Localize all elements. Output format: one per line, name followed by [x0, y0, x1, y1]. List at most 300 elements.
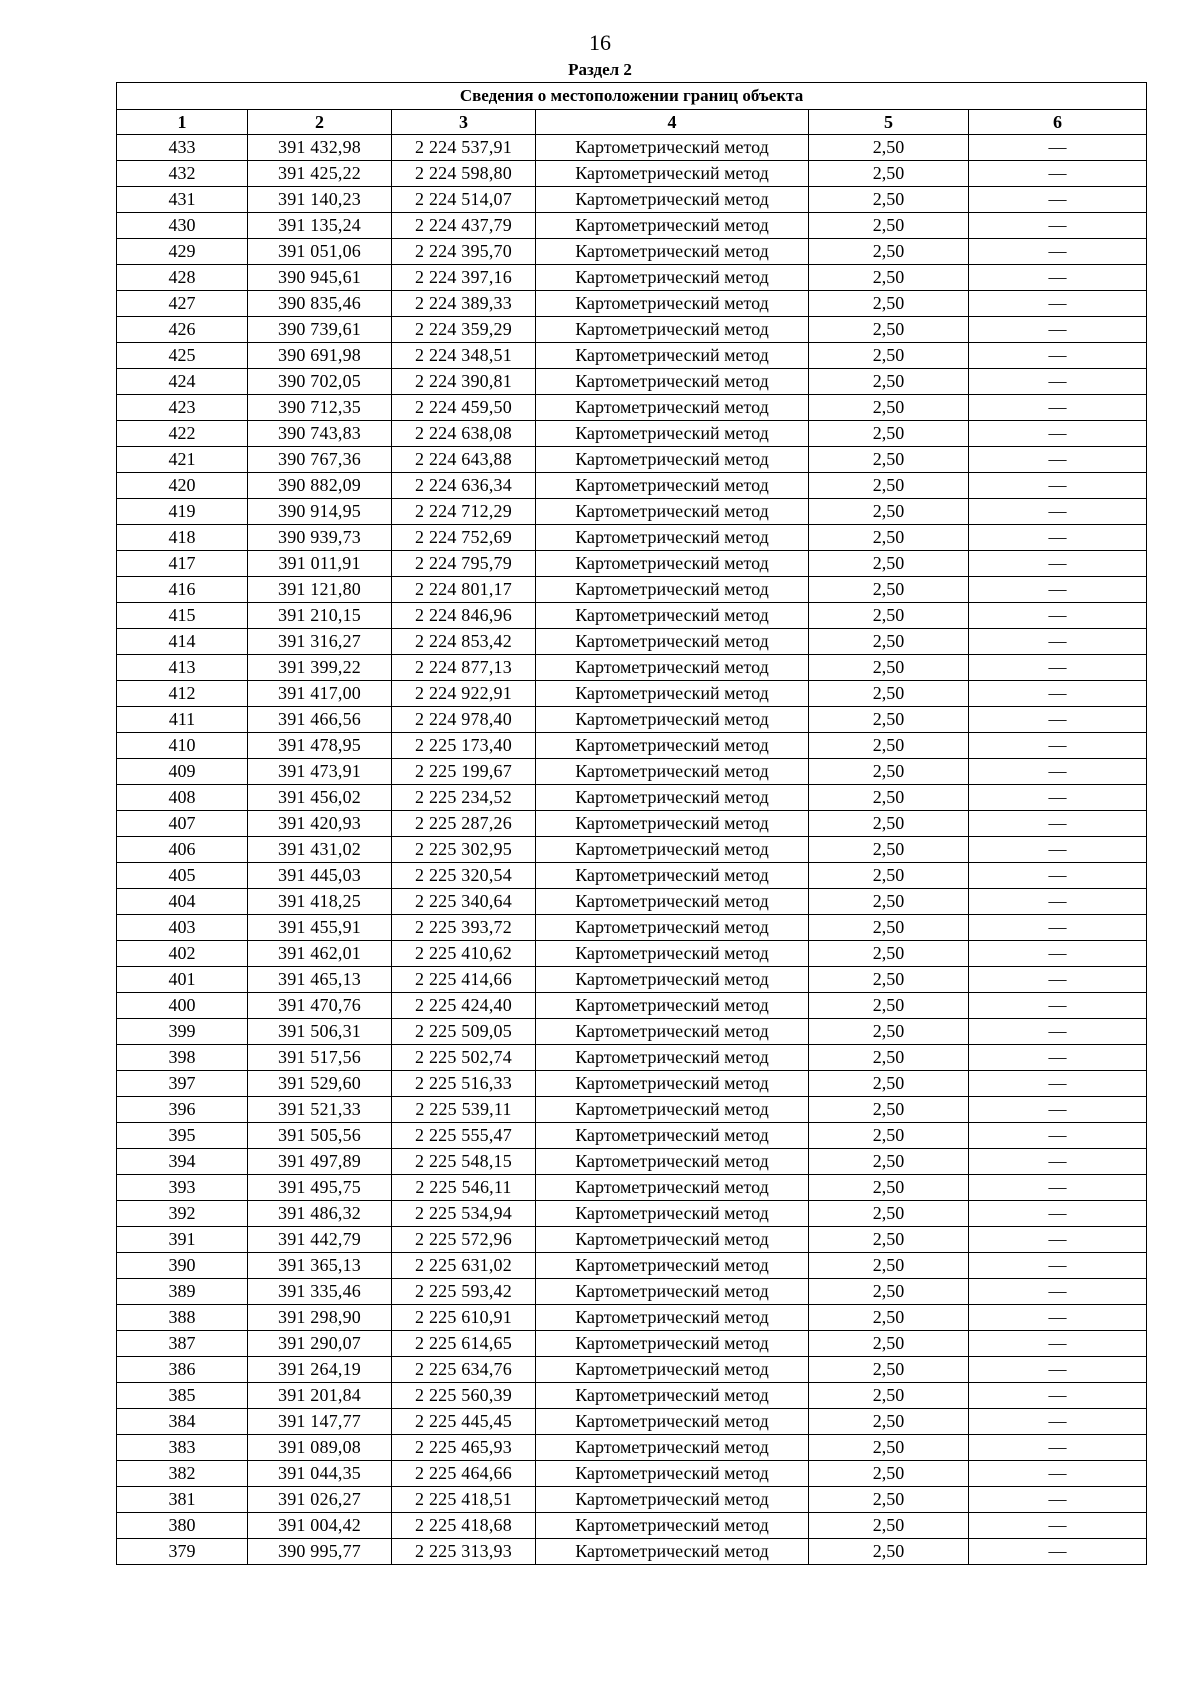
point-number-cell: 413	[117, 655, 248, 681]
note-cell: —	[969, 213, 1147, 239]
method-cell: Картометрический метод	[536, 1331, 809, 1357]
accuracy-cell: 2,50	[809, 369, 969, 395]
point-number-cell: 426	[117, 317, 248, 343]
point-number-cell: 431	[117, 187, 248, 213]
x-coordinate-cell: 390 702,05	[248, 369, 392, 395]
point-number-cell: 425	[117, 343, 248, 369]
method-cell: Картометрический метод	[536, 525, 809, 551]
method-cell: Картометрический метод	[536, 343, 809, 369]
note-cell: —	[969, 603, 1147, 629]
accuracy-cell: 2,50	[809, 967, 969, 993]
table-row	[117, 525, 1147, 551]
column-number: 4	[536, 110, 809, 135]
note-cell: —	[969, 863, 1147, 889]
x-coordinate-cell: 391 425,22	[248, 161, 392, 187]
x-coordinate-cell: 390 914,95	[248, 499, 392, 525]
table-row	[117, 1305, 1147, 1331]
y-coordinate-cell: 2 224 801,17	[392, 577, 536, 603]
table-row	[117, 1227, 1147, 1253]
note-cell: —	[969, 577, 1147, 603]
note-cell: —	[969, 889, 1147, 915]
x-coordinate-cell: 391 505,56	[248, 1123, 392, 1149]
note-cell: —	[969, 291, 1147, 317]
method-cell: Картометрический метод	[536, 1539, 809, 1565]
table-row	[117, 1539, 1147, 1565]
method-cell: Картометрический метод	[536, 1201, 809, 1227]
accuracy-cell: 2,50	[809, 421, 969, 447]
y-coordinate-cell: 2 225 464,66	[392, 1461, 536, 1487]
accuracy-cell: 2,50	[809, 473, 969, 499]
point-number-cell: 386	[117, 1357, 248, 1383]
accuracy-cell: 2,50	[809, 187, 969, 213]
method-cell: Картометрический метод	[536, 681, 809, 707]
table-row	[117, 317, 1147, 343]
point-number-cell: 422	[117, 421, 248, 447]
accuracy-cell: 2,50	[809, 1435, 969, 1461]
note-cell: —	[969, 1409, 1147, 1435]
table-row	[117, 837, 1147, 863]
accuracy-cell: 2,50	[809, 1201, 969, 1227]
x-coordinate-cell: 391 365,13	[248, 1253, 392, 1279]
x-coordinate-cell: 390 739,61	[248, 317, 392, 343]
table-row	[117, 265, 1147, 291]
table-row	[117, 1435, 1147, 1461]
y-coordinate-cell: 2 225 393,72	[392, 915, 536, 941]
method-cell: Картометрический метод	[536, 1123, 809, 1149]
note-cell: —	[969, 837, 1147, 863]
accuracy-cell: 2,50	[809, 135, 969, 161]
accuracy-cell: 2,50	[809, 1175, 969, 1201]
y-coordinate-cell: 2 225 424,40	[392, 993, 536, 1019]
method-cell: Картометрический метод	[536, 369, 809, 395]
y-coordinate-cell: 2 225 418,68	[392, 1513, 536, 1539]
method-cell: Картометрический метод	[536, 1487, 809, 1513]
method-cell: Картометрический метод	[536, 1435, 809, 1461]
note-cell: —	[969, 1149, 1147, 1175]
x-coordinate-cell: 391 470,76	[248, 993, 392, 1019]
point-number-cell: 419	[117, 499, 248, 525]
point-number-cell: 415	[117, 603, 248, 629]
table-row	[117, 1149, 1147, 1175]
point-number-cell: 433	[117, 135, 248, 161]
method-cell: Картометрический метод	[536, 629, 809, 655]
table-row	[117, 811, 1147, 837]
y-coordinate-cell: 2 225 560,39	[392, 1383, 536, 1409]
note-cell: —	[969, 1279, 1147, 1305]
table-row	[117, 993, 1147, 1019]
accuracy-cell: 2,50	[809, 1487, 969, 1513]
note-cell: —	[969, 1045, 1147, 1071]
note-cell: —	[969, 1305, 1147, 1331]
point-number-cell: 402	[117, 941, 248, 967]
table-row	[117, 941, 1147, 967]
point-number-cell: 391	[117, 1227, 248, 1253]
accuracy-cell: 2,50	[809, 1279, 969, 1305]
y-coordinate-cell: 2 225 539,11	[392, 1097, 536, 1123]
y-coordinate-cell: 2 225 634,76	[392, 1357, 536, 1383]
method-cell: Картометрический метод	[536, 1045, 809, 1071]
note-cell: —	[969, 707, 1147, 733]
point-number-cell: 388	[117, 1305, 248, 1331]
x-coordinate-cell: 390 835,46	[248, 291, 392, 317]
x-coordinate-cell: 391 051,06	[248, 239, 392, 265]
x-coordinate-cell: 391 442,79	[248, 1227, 392, 1253]
y-coordinate-cell: 2 225 631,02	[392, 1253, 536, 1279]
note-cell: —	[969, 1383, 1147, 1409]
note-cell: —	[969, 1539, 1147, 1565]
table-row	[117, 343, 1147, 369]
page-number: 16	[589, 30, 611, 55]
x-coordinate-cell: 391 431,02	[248, 837, 392, 863]
y-coordinate-cell: 2 225 465,93	[392, 1435, 536, 1461]
method-cell: Картометрический метод	[536, 1071, 809, 1097]
y-coordinate-cell: 2 224 397,16	[392, 265, 536, 291]
accuracy-cell: 2,50	[809, 551, 969, 577]
table-row	[117, 369, 1147, 395]
method-cell: Картометрический метод	[536, 291, 809, 317]
accuracy-cell: 2,50	[809, 733, 969, 759]
accuracy-cell: 2,50	[809, 785, 969, 811]
x-coordinate-cell: 391 497,89	[248, 1149, 392, 1175]
accuracy-cell: 2,50	[809, 291, 969, 317]
table-caption: Сведения о местоположении границ объекта	[117, 83, 1147, 110]
accuracy-cell: 2,50	[809, 343, 969, 369]
accuracy-cell: 2,50	[809, 1513, 969, 1539]
method-cell: Картометрический метод	[536, 1383, 809, 1409]
y-coordinate-cell: 2 225 502,74	[392, 1045, 536, 1071]
accuracy-cell: 2,50	[809, 1409, 969, 1435]
point-number-cell: 429	[117, 239, 248, 265]
accuracy-cell: 2,50	[809, 889, 969, 915]
accuracy-cell: 2,50	[809, 1461, 969, 1487]
accuracy-cell: 2,50	[809, 811, 969, 837]
table-row	[117, 1279, 1147, 1305]
note-cell: —	[969, 1097, 1147, 1123]
table-row	[117, 759, 1147, 785]
point-number-cell: 420	[117, 473, 248, 499]
table-row	[117, 239, 1147, 265]
method-cell: Картометрический метод	[536, 655, 809, 681]
table-row	[117, 967, 1147, 993]
note-cell: —	[969, 343, 1147, 369]
y-coordinate-cell: 2 224 459,50	[392, 395, 536, 421]
y-coordinate-cell: 2 224 752,69	[392, 525, 536, 551]
point-number-cell: 399	[117, 1019, 248, 1045]
method-cell: Картометрический метод	[536, 759, 809, 785]
note-cell: —	[969, 1357, 1147, 1383]
method-cell: Картометрический метод	[536, 473, 809, 499]
note-cell: —	[969, 161, 1147, 187]
x-coordinate-cell: 391 455,91	[248, 915, 392, 941]
accuracy-cell: 2,50	[809, 239, 969, 265]
table-row	[117, 707, 1147, 733]
boundary-coordinates-table	[116, 82, 1147, 1565]
table-row	[117, 1409, 1147, 1435]
point-number-cell: 385	[117, 1383, 248, 1409]
note-cell: —	[969, 317, 1147, 343]
point-number-cell: 409	[117, 759, 248, 785]
method-cell: Картометрический метод	[536, 863, 809, 889]
table-row	[117, 213, 1147, 239]
table-row	[117, 1201, 1147, 1227]
table-row	[117, 135, 1147, 161]
method-cell: Картометрический метод	[536, 1357, 809, 1383]
method-cell: Картометрический метод	[536, 447, 809, 473]
method-cell: Картометрический метод	[536, 135, 809, 161]
y-coordinate-cell: 2 224 643,88	[392, 447, 536, 473]
x-coordinate-cell: 391 210,15	[248, 603, 392, 629]
method-cell: Картометрический метод	[536, 213, 809, 239]
point-number-cell: 416	[117, 577, 248, 603]
point-number-cell: 417	[117, 551, 248, 577]
note-cell: —	[969, 1253, 1147, 1279]
x-coordinate-cell: 391 089,08	[248, 1435, 392, 1461]
y-coordinate-cell: 2 225 534,94	[392, 1201, 536, 1227]
method-cell: Картометрический метод	[536, 1149, 809, 1175]
method-cell: Картометрический метод	[536, 733, 809, 759]
method-cell: Картометрический метод	[536, 551, 809, 577]
method-cell: Картометрический метод	[536, 967, 809, 993]
accuracy-cell: 2,50	[809, 1097, 969, 1123]
table-row	[117, 1461, 1147, 1487]
note-cell: —	[969, 1227, 1147, 1253]
method-cell: Картометрический метод	[536, 1279, 809, 1305]
method-cell: Картометрический метод	[536, 1097, 809, 1123]
point-number-cell: 418	[117, 525, 248, 551]
note-cell: —	[969, 733, 1147, 759]
x-coordinate-cell: 391 121,80	[248, 577, 392, 603]
column-number: 3	[392, 110, 536, 135]
note-cell: —	[969, 395, 1147, 421]
table-row	[117, 421, 1147, 447]
note-cell: —	[969, 941, 1147, 967]
table-row	[117, 1331, 1147, 1357]
y-coordinate-cell: 2 224 853,42	[392, 629, 536, 655]
note-cell: —	[969, 1201, 1147, 1227]
note-cell: —	[969, 1487, 1147, 1513]
accuracy-cell: 2,50	[809, 1539, 969, 1565]
table-row	[117, 1383, 1147, 1409]
y-coordinate-cell: 2 224 395,70	[392, 239, 536, 265]
note-cell: —	[969, 135, 1147, 161]
y-coordinate-cell: 2 224 359,29	[392, 317, 536, 343]
y-coordinate-cell: 2 225 445,45	[392, 1409, 536, 1435]
accuracy-cell: 2,50	[809, 1227, 969, 1253]
point-number-cell: 387	[117, 1331, 248, 1357]
y-coordinate-cell: 2 224 598,80	[392, 161, 536, 187]
point-number-cell: 421	[117, 447, 248, 473]
method-cell: Картометрический метод	[536, 265, 809, 291]
y-coordinate-cell: 2 225 234,52	[392, 785, 536, 811]
accuracy-cell: 2,50	[809, 915, 969, 941]
point-number-cell: 382	[117, 1461, 248, 1487]
accuracy-cell: 2,50	[809, 681, 969, 707]
accuracy-cell: 2,50	[809, 1331, 969, 1357]
point-number-cell: 396	[117, 1097, 248, 1123]
point-number-cell: 381	[117, 1487, 248, 1513]
y-coordinate-cell: 2 225 418,51	[392, 1487, 536, 1513]
method-cell: Картометрический метод	[536, 161, 809, 187]
x-coordinate-cell: 391 011,91	[248, 551, 392, 577]
accuracy-cell: 2,50	[809, 759, 969, 785]
point-number-cell: 424	[117, 369, 248, 395]
point-number-cell: 428	[117, 265, 248, 291]
method-cell: Картометрический метод	[536, 837, 809, 863]
method-cell: Картометрический метод	[536, 577, 809, 603]
point-number-cell: 408	[117, 785, 248, 811]
x-coordinate-cell: 390 743,83	[248, 421, 392, 447]
table-row	[117, 1253, 1147, 1279]
point-number-cell: 403	[117, 915, 248, 941]
point-number-cell: 383	[117, 1435, 248, 1461]
point-number-cell: 397	[117, 1071, 248, 1097]
x-coordinate-cell: 391 044,35	[248, 1461, 392, 1487]
x-coordinate-cell: 391 290,07	[248, 1331, 392, 1357]
method-cell: Картометрический метод	[536, 499, 809, 525]
method-cell: Картометрический метод	[536, 1305, 809, 1331]
point-number-cell: 395	[117, 1123, 248, 1149]
table-row	[117, 1357, 1147, 1383]
x-coordinate-cell: 391 264,19	[248, 1357, 392, 1383]
x-coordinate-cell: 391 529,60	[248, 1071, 392, 1097]
note-cell: —	[969, 759, 1147, 785]
x-coordinate-cell: 391 445,03	[248, 863, 392, 889]
y-coordinate-cell: 2 225 572,96	[392, 1227, 536, 1253]
accuracy-cell: 2,50	[809, 1123, 969, 1149]
method-cell: Картометрический метод	[536, 187, 809, 213]
point-number-cell: 394	[117, 1149, 248, 1175]
accuracy-cell: 2,50	[809, 213, 969, 239]
method-cell: Картометрический метод	[536, 317, 809, 343]
y-coordinate-cell: 2 225 320,54	[392, 863, 536, 889]
accuracy-cell: 2,50	[809, 655, 969, 681]
method-cell: Картометрический метод	[536, 941, 809, 967]
y-coordinate-cell: 2 224 922,91	[392, 681, 536, 707]
note-cell: —	[969, 1019, 1147, 1045]
point-number-cell: 432	[117, 161, 248, 187]
y-coordinate-cell: 2 225 593,42	[392, 1279, 536, 1305]
y-coordinate-cell: 2 225 287,26	[392, 811, 536, 837]
x-coordinate-cell: 391 456,02	[248, 785, 392, 811]
x-coordinate-cell: 391 135,24	[248, 213, 392, 239]
note-cell: —	[969, 1435, 1147, 1461]
accuracy-cell: 2,50	[809, 499, 969, 525]
point-number-cell: 398	[117, 1045, 248, 1071]
note-cell: —	[969, 525, 1147, 551]
y-coordinate-cell: 2 225 546,11	[392, 1175, 536, 1201]
y-coordinate-cell: 2 225 173,40	[392, 733, 536, 759]
y-coordinate-cell: 2 224 348,51	[392, 343, 536, 369]
x-coordinate-cell: 391 462,01	[248, 941, 392, 967]
accuracy-cell: 2,50	[809, 1071, 969, 1097]
table-row	[117, 785, 1147, 811]
method-cell: Картометрический метод	[536, 707, 809, 733]
method-cell: Картометрический метод	[536, 603, 809, 629]
accuracy-cell: 2,50	[809, 161, 969, 187]
point-number-cell: 405	[117, 863, 248, 889]
x-coordinate-cell: 391 420,93	[248, 811, 392, 837]
point-number-cell: 392	[117, 1201, 248, 1227]
accuracy-cell: 2,50	[809, 837, 969, 863]
table-row	[117, 1045, 1147, 1071]
method-cell: Картометрический метод	[536, 421, 809, 447]
point-number-cell: 410	[117, 733, 248, 759]
table-row	[117, 889, 1147, 915]
note-cell: —	[969, 265, 1147, 291]
accuracy-cell: 2,50	[809, 629, 969, 655]
x-coordinate-cell: 390 995,77	[248, 1539, 392, 1565]
note-cell: —	[969, 447, 1147, 473]
point-number-cell: 400	[117, 993, 248, 1019]
note-cell: —	[969, 785, 1147, 811]
x-coordinate-cell: 391 517,56	[248, 1045, 392, 1071]
accuracy-cell: 2,50	[809, 1019, 969, 1045]
x-coordinate-cell: 391 473,91	[248, 759, 392, 785]
table-row	[117, 1513, 1147, 1539]
table-row	[117, 915, 1147, 941]
method-cell: Картометрический метод	[536, 993, 809, 1019]
point-number-cell: 390	[117, 1253, 248, 1279]
note-cell: —	[969, 239, 1147, 265]
y-coordinate-cell: 2 225 340,64	[392, 889, 536, 915]
y-coordinate-cell: 2 225 614,65	[392, 1331, 536, 1357]
y-coordinate-cell: 2 224 795,79	[392, 551, 536, 577]
x-coordinate-cell: 391 316,27	[248, 629, 392, 655]
note-cell: —	[969, 473, 1147, 499]
x-coordinate-cell: 390 882,09	[248, 473, 392, 499]
note-cell: —	[969, 187, 1147, 213]
x-coordinate-cell: 391 486,32	[248, 1201, 392, 1227]
y-coordinate-cell: 2 225 414,66	[392, 967, 536, 993]
x-coordinate-cell: 391 418,25	[248, 889, 392, 915]
method-cell: Картометрический метод	[536, 785, 809, 811]
table-row	[117, 551, 1147, 577]
x-coordinate-cell: 391 478,95	[248, 733, 392, 759]
y-coordinate-cell: 2 225 302,95	[392, 837, 536, 863]
x-coordinate-cell: 391 140,23	[248, 187, 392, 213]
note-cell: —	[969, 811, 1147, 837]
table-row	[117, 863, 1147, 889]
table-body	[117, 135, 1147, 1565]
point-number-cell: 393	[117, 1175, 248, 1201]
note-cell: —	[969, 551, 1147, 577]
table-row	[117, 1071, 1147, 1097]
note-cell: —	[969, 421, 1147, 447]
accuracy-cell: 2,50	[809, 707, 969, 733]
x-coordinate-cell: 391 506,31	[248, 1019, 392, 1045]
table-row	[117, 187, 1147, 213]
y-coordinate-cell: 2 225 199,67	[392, 759, 536, 785]
y-coordinate-cell: 2 225 410,62	[392, 941, 536, 967]
method-cell: Картометрический метод	[536, 1253, 809, 1279]
method-cell: Картометрический метод	[536, 1461, 809, 1487]
accuracy-cell: 2,50	[809, 1305, 969, 1331]
table-row	[117, 161, 1147, 187]
y-coordinate-cell: 2 225 516,33	[392, 1071, 536, 1097]
table-row	[117, 603, 1147, 629]
table-row	[117, 291, 1147, 317]
x-coordinate-cell: 391 432,98	[248, 135, 392, 161]
x-coordinate-cell: 390 767,36	[248, 447, 392, 473]
column-number-row	[117, 110, 1147, 135]
accuracy-cell: 2,50	[809, 447, 969, 473]
accuracy-cell: 2,50	[809, 1149, 969, 1175]
note-cell: —	[969, 1331, 1147, 1357]
method-cell: Картометрический метод	[536, 239, 809, 265]
x-coordinate-cell: 391 335,46	[248, 1279, 392, 1305]
table-row	[117, 629, 1147, 655]
method-cell: Картометрический метод	[536, 1019, 809, 1045]
